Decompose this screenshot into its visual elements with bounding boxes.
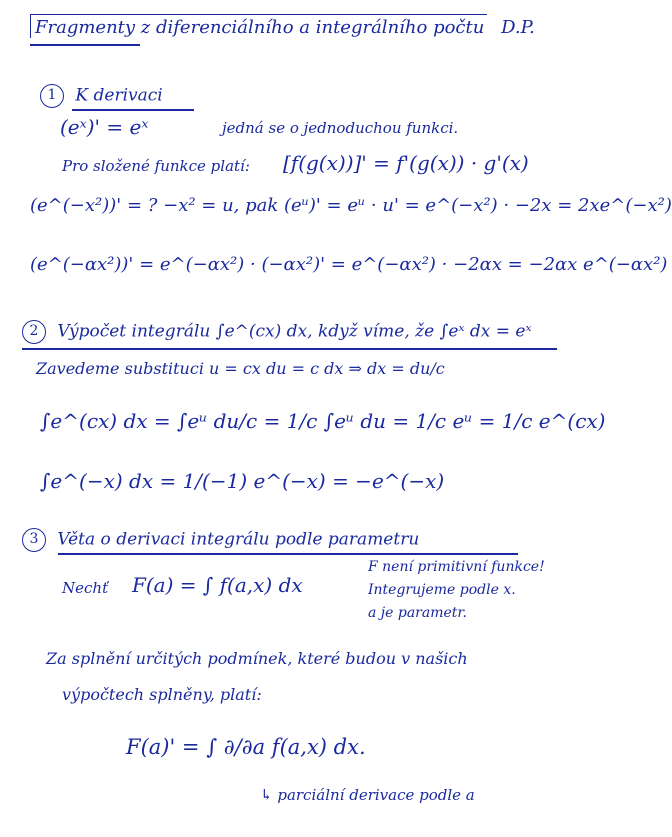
chain-rule-label: Pro složené funkce platí: <box>62 157 250 175</box>
conditions-line-2: výpočtech splněny, platí: <box>62 685 262 704</box>
section-number: 1 <box>40 84 64 108</box>
leibniz-formula: F(a)' = ∫ ∂/∂a f(a,x) dx. <box>126 735 366 759</box>
formula-exp-minus-alpha-x2: (e^(−αx²))' = e^(−αx²) · (−αx²)' = e^(−αx²) · −2αx = −2αx e^(−αx²) <box>30 254 668 275</box>
partial-derivative-note: ↳ parciální derivace podle a <box>260 786 475 804</box>
substitution-line: Zavedeme substituci u = cx du = c dx ⇒ dx = du/c <box>36 359 445 378</box>
page-title: Fragmenty z diferenciálního a integrálního počtu D.P. <box>30 18 535 38</box>
formula-derivative-exp: (eˣ)' = eˣ <box>60 115 149 139</box>
note-simple-function: jedná se o jednoduchou funkci. <box>222 119 459 137</box>
section-2-heading <box>22 320 532 344</box>
section-number: 3 <box>22 528 46 552</box>
section-title: Výpočet integrálu ∫e^(cx) dx, když víme, že ∫eˣ dx = eˣ <box>57 321 532 342</box>
section-title: K derivaci <box>75 85 163 106</box>
section-1-heading <box>40 84 163 108</box>
heading-underline <box>22 348 557 350</box>
definition-F: F(a) = ∫ f(a,x) dx <box>132 573 303 597</box>
section-3-heading <box>22 528 419 552</box>
heading-underline <box>72 109 194 111</box>
integral-e-minus-x: ∫e^(−x) dx = 1/(−1) e^(−x) = −e^(−x) <box>40 469 445 493</box>
conditions-line-1: Za splnění určitých podmínek, které budou v našich <box>46 649 468 668</box>
section-title: Věta o derivaci integrálu podle parametru <box>57 529 420 550</box>
note-integrate-x: Integrujeme podle x. <box>368 582 516 598</box>
let-label: Nechť <box>62 579 109 597</box>
note-not-primitive: F není primitivní funkce! <box>368 559 545 575</box>
chain-rule-formula: [f(g(x))]' = f'(g(x)) · g'(x) <box>283 151 529 175</box>
heading-underline <box>58 553 518 555</box>
section-number: 2 <box>22 320 46 344</box>
formula-exp-minus-x2: (e^(−x²))' = ? −x² = u, pak (eᵘ)' = eᵘ · u' = e^(−x²) · −2x = 2xe^(−x²) <box>30 195 672 216</box>
author: D.P. <box>501 17 535 38</box>
integral-ecx: ∫e^(cx) dx = ∫eᵘ du/c = 1/c ∫eᵘ du = 1/c eᵘ = 1/c e^(cx) <box>40 409 606 433</box>
title-underline <box>30 44 140 46</box>
note-parameter: a je parametr. <box>368 605 468 621</box>
